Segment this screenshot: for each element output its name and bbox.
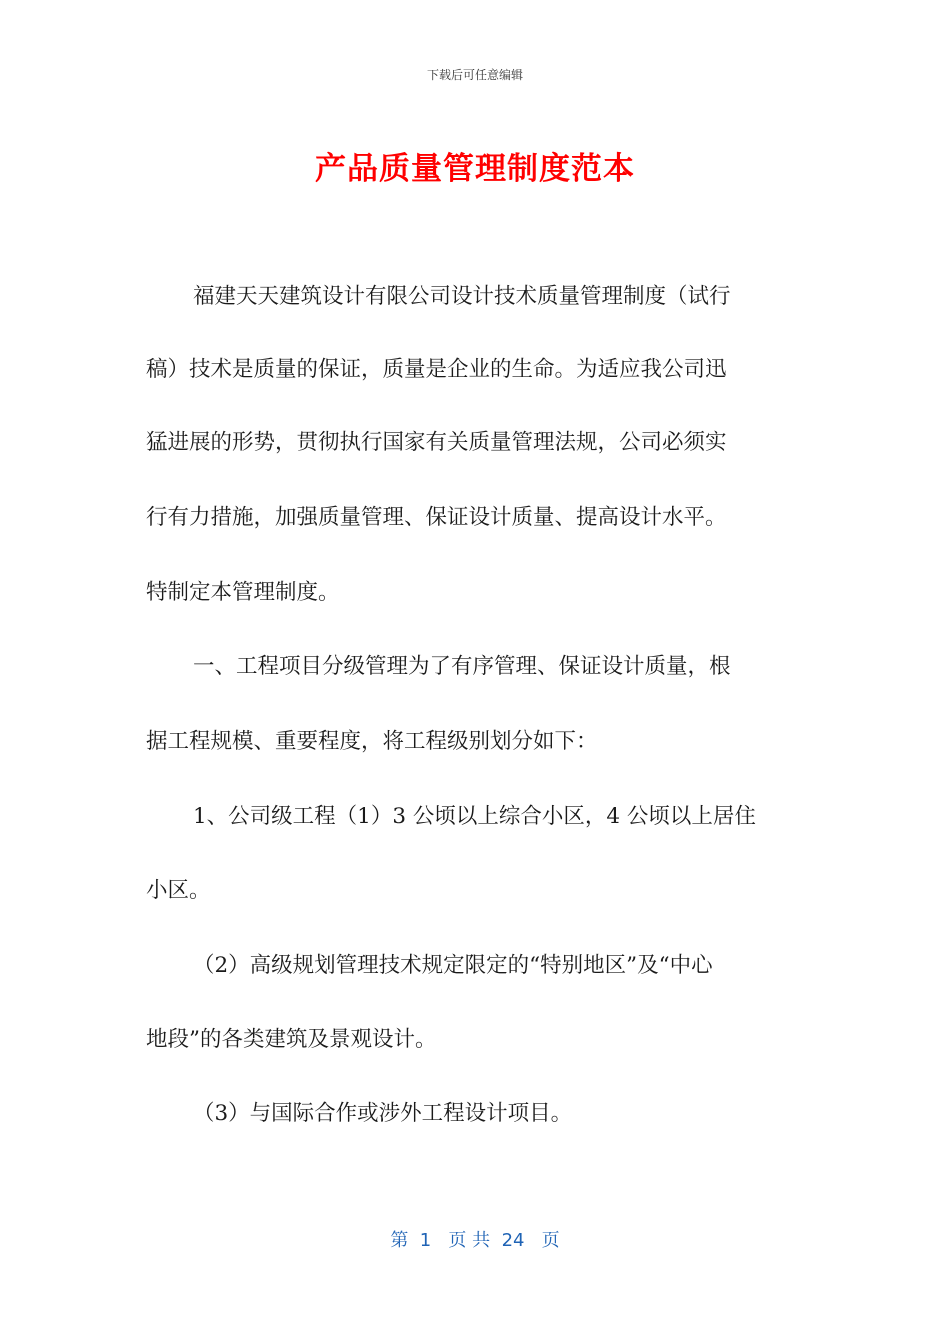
body-line: 特制定本管理制度。: [146, 580, 340, 605]
document-title: 产品质量管理制度范本: [315, 151, 635, 187]
body-line: 福建天天建筑设计有限公司设计技术质量管理制度（试行: [193, 284, 731, 309]
body-line: （3）与国际合作或涉外工程设计项目。: [193, 1101, 573, 1126]
body-line: 据工程规模、重要程度，将工程级别划分如下：: [146, 729, 598, 754]
body-line: 一、工程项目分级管理为了有序管理、保证设计质量，根: [193, 654, 731, 679]
body-line: 1、公司级工程（1）3 公顷以上综合小区，4 公顷以上居住: [193, 804, 756, 829]
body-line: （2）高级规划管理技术规定限定的“特别地区”及“中心: [193, 953, 713, 978]
page-footer: 第 1 页 共 24 页: [390, 1230, 560, 1251]
body-line: 小区。: [146, 878, 211, 903]
body-line: 行有力措施，加强质量管理、保证设计质量、提高设计水平。: [146, 505, 727, 530]
header-note: 下载后可任意编辑: [426, 68, 523, 82]
body-line: 猛进展的形势，贯彻执行国家有关质量管理法规，公司必须实: [146, 430, 727, 455]
body-line: 地段”的各类建筑及景观设计。: [146, 1027, 437, 1052]
body-line: 稿）技术是质量的保证，质量是企业的生命。为适应我公司迅: [146, 357, 727, 382]
